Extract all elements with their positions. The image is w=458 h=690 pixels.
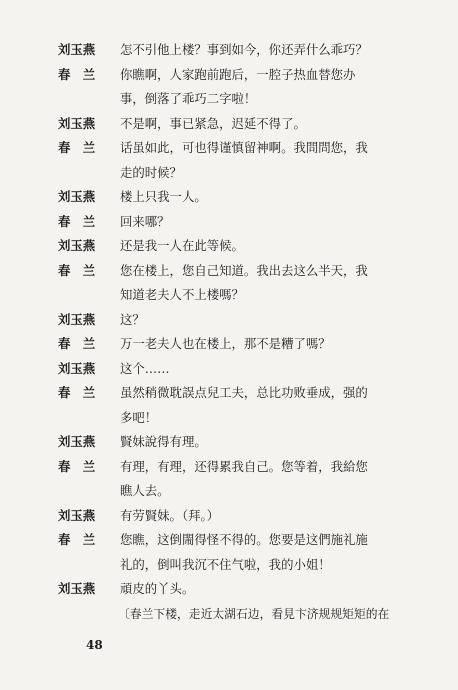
dialogue-text: 知道老夫人不上楼嗎？ (120, 287, 244, 302)
dialogue-continuation (58, 163, 418, 183)
speaker-name: 刘玉燕 (58, 115, 96, 131)
dialogue-text: 楼上只我一人。 (120, 189, 207, 204)
dialogue-line (58, 310, 418, 330)
dialogue-text: 瞧人去。 (120, 483, 170, 498)
dialogue-line (58, 65, 418, 85)
speaker-name: 春 兰 (58, 532, 96, 547)
dialogue-line (58, 530, 418, 550)
speaker-name: 春 兰 (58, 458, 96, 474)
page-number: 48 (86, 638, 103, 652)
dialogue-continuation (58, 408, 418, 428)
speaker-name: 刘玉燕 (58, 434, 96, 449)
speaker-name: 刘玉燕 (58, 507, 96, 523)
dialogue-line (58, 138, 418, 158)
dialogue-line (58, 261, 418, 281)
speaker-name: 春 兰 (58, 385, 96, 400)
dialogue-continuation (58, 89, 418, 109)
dialogue-text: 虽然稍微耽誤点兒工夫，总比功败垂成，强的 (120, 385, 368, 400)
speaker-name: 春 兰 (58, 262, 96, 278)
dialogue-line (58, 506, 418, 526)
speaker-name: 刘玉燕 (58, 189, 96, 204)
speaker-name: 春 兰 (58, 140, 96, 155)
speaker-name: 刘玉燕 (58, 238, 96, 253)
dialogue-line (58, 40, 418, 60)
dialogue-line (58, 579, 418, 599)
dialogue-text: 不是啊，事已紧急，迟延不得了。 (120, 115, 306, 131)
dialogue-text: 賢妹說得有理。 (120, 434, 207, 449)
dialogue-line (58, 114, 418, 134)
dialogue-line (58, 432, 418, 452)
dialogue-continuation (58, 481, 418, 501)
dialogue-text: 多吧！ (120, 409, 158, 425)
speaker-name: 刘玉燕 (58, 42, 96, 57)
dialogue-line (58, 236, 418, 256)
dialogue-text: 有劳賢妹。（拜。） (120, 507, 220, 523)
dialogue-continuation (58, 604, 418, 624)
dialogue-text: 话虽如此，可也得谨慎留神啊。我問問您，我 (120, 140, 368, 155)
dialogue-line (58, 457, 418, 477)
dialogue-text: 回来哪？ (120, 213, 170, 229)
dialogue-text: 这？ (120, 311, 145, 327)
dialogue-text: 你瞧啊，人家跑前跑后，一腔子热血替您办 (120, 66, 356, 82)
dialogue-text: 有理，有理，还得累我自己。您等着，我給您 (120, 458, 368, 474)
speaker-name: 春 兰 (58, 336, 96, 351)
dialogue-line (58, 212, 418, 232)
dialogue-text: 怎不引他上楼？事到如今，你还弄什么乖巧？ (120, 42, 368, 57)
script-lines (58, 40, 418, 628)
dialogue-line (58, 334, 418, 354)
dialogue-text: 事，倒落了乖巧二字啦！ (120, 91, 257, 106)
dialogue-text: 您瞧，这倒閙得怪不得的。您要是这們施礼施 (120, 532, 368, 547)
speaker-name: 春 兰 (58, 213, 96, 229)
dialogue-text: 这个…… (120, 360, 170, 376)
speaker-name: 刘玉燕 (58, 311, 96, 327)
dialogue-text: 您在楼上，您自己知道。我出去这么半天，我 (120, 262, 368, 278)
dialogue-text: 还是我一人在此等候。 (120, 238, 244, 253)
dialogue-continuation (58, 285, 418, 305)
dialogue-text: 礼的，倒叫我沉不住气啦，我的小姐！ (120, 556, 331, 572)
dialogue-text: 走的时候？ (120, 164, 182, 180)
dialogue-continuation (58, 555, 418, 575)
speaker-name: 刘玉燕 (58, 581, 96, 596)
speaker-name: 春 兰 (58, 66, 96, 82)
stage-direction: 〔春兰下楼，走近太湖石边，看見卞济规规矩矩的在 (118, 606, 390, 621)
speaker-name: 刘玉燕 (58, 360, 96, 376)
dialogue-text: 頑皮的丫头。 (120, 581, 195, 596)
dialogue-line (58, 359, 418, 379)
dialogue-line (58, 187, 418, 207)
dialogue-text: 万一老夫人也在楼上，那不是糟了嗎？ (120, 336, 331, 351)
dialogue-line (58, 383, 418, 403)
